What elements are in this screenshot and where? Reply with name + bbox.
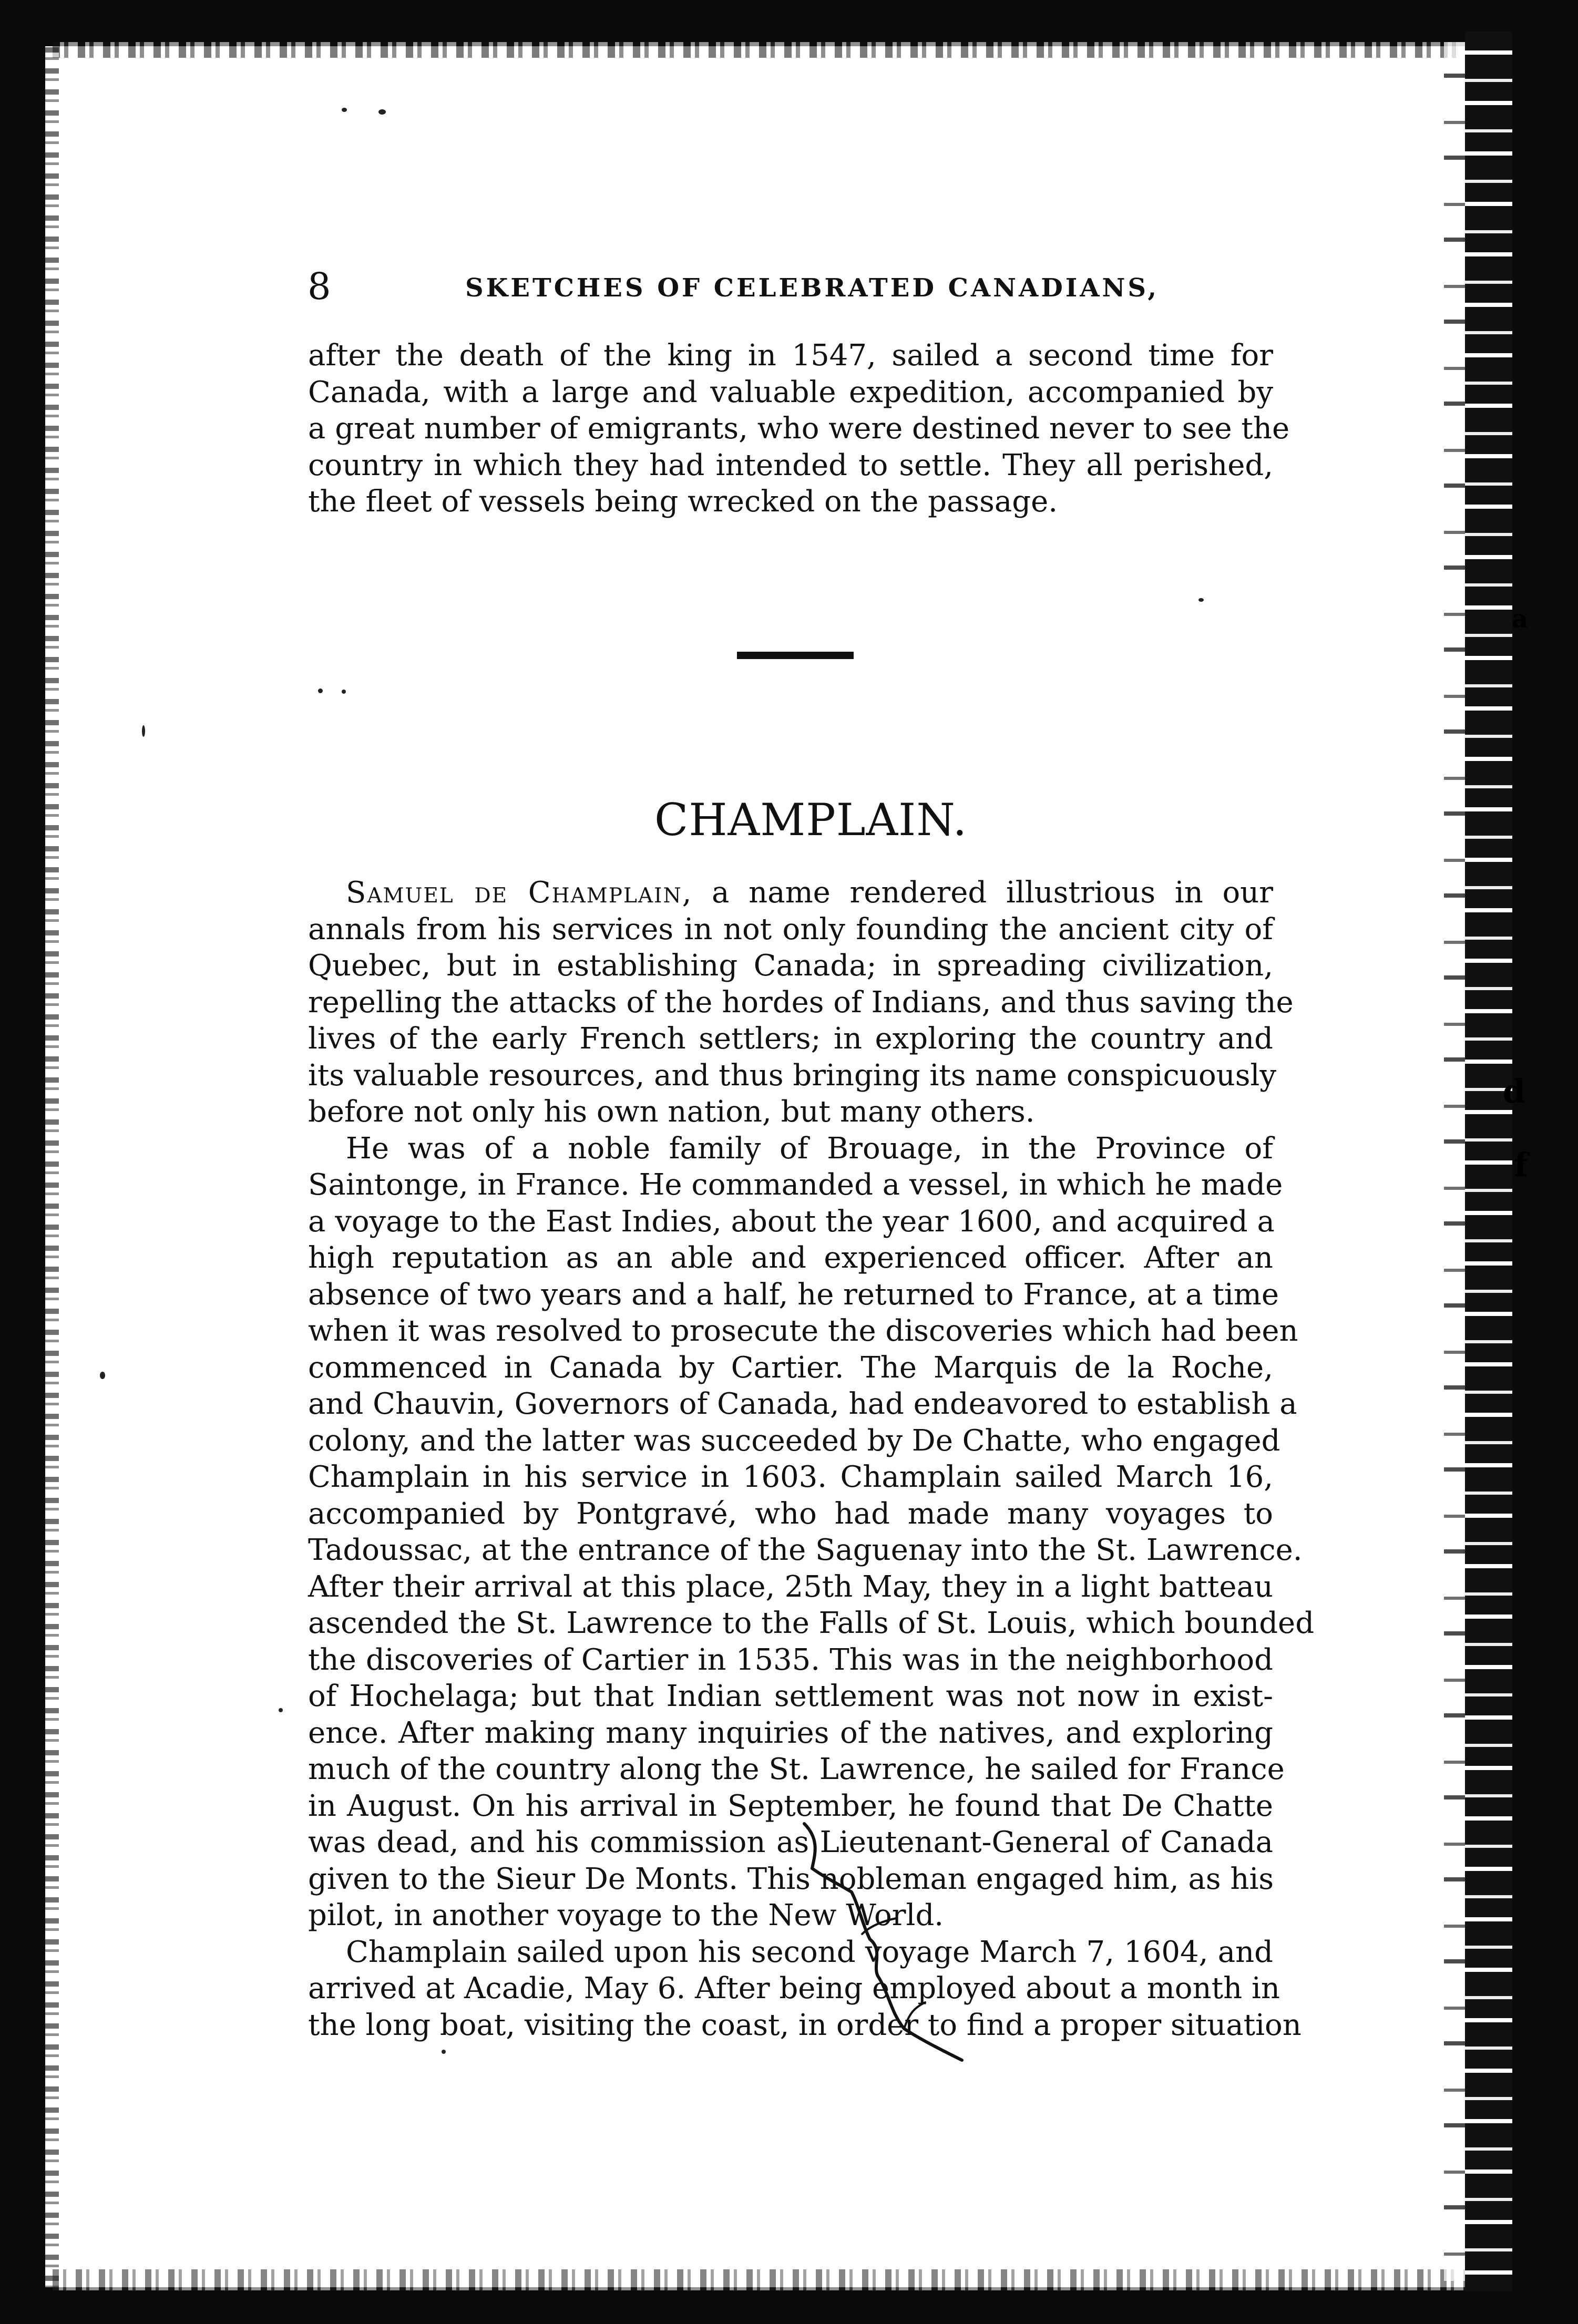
- scan-border-left: [0, 0, 45, 2324]
- text-line: and Chauvin, Governors of Canada, had endeavored to establish a: [308, 1387, 1297, 1421]
- page-number: 8: [308, 265, 331, 308]
- text-line: ence. After making many inquiries of the natives, and exploring: [308, 1715, 1273, 1750]
- text-line: a voyage to the East Indies, about the year 1600, and acquired a: [308, 1204, 1275, 1239]
- text-line: was dead, and his commission as Lieutenant-General of Canada: [308, 1825, 1273, 1859]
- text-line: a great number of emigrants, who were destined never to see the: [308, 412, 1290, 446]
- running-title: SKETCHES OF CELEBRATED CANADIANS,: [465, 273, 1160, 303]
- scan-speck: [442, 2050, 446, 2054]
- subject-name: Samuel de Champlain,: [346, 876, 693, 910]
- text-line: before not only his own nation, but many others.: [308, 1095, 1035, 1129]
- text-line: pilot, in another voyage to the New World.: [308, 1898, 944, 1932]
- text-line: in August. On his arrival in September, he found that De Chatte: [308, 1788, 1273, 1823]
- scan-speck: [342, 108, 347, 112]
- scan-speck: [142, 725, 145, 737]
- pen-mark-scribble: [783, 1818, 1057, 2071]
- scan-speck: [378, 109, 386, 115]
- text-line: country in which they had intended to settle. They all perished,: [308, 448, 1273, 482]
- scan-border-bottom: [0, 2287, 1578, 2324]
- text-line: when it was resolved to prosecute the discoveries which had been: [308, 1314, 1298, 1348]
- scan-speck: [318, 688, 323, 693]
- text-line: lives of the early French settlers; in exploring the country and: [308, 1022, 1273, 1056]
- text-line: accompanied by Pontgravé, who had made many voyages to: [308, 1496, 1273, 1531]
- text-line: the fleet of vessels being wrecked on the passage.: [308, 485, 1058, 519]
- text-line: Quebec, but in establishing Canada; in spreading civilization,: [308, 949, 1273, 983]
- scan-speck: [342, 690, 346, 694]
- text-line: Tadoussac, at the entrance of the Saguenay into the St. Lawrence.: [308, 1533, 1303, 1567]
- facing-page-edge: [1465, 32, 1512, 2291]
- scan-border-left-ragged: [45, 47, 59, 2307]
- text-line: Champlain in his service in 1603. Champlain sailed March 16,: [308, 1460, 1273, 1494]
- text-line: Saintonge, in France. He commanded a vessel, in which he made: [308, 1168, 1283, 1202]
- scan-border-top: [0, 0, 1578, 46]
- text-line: Canada, with a large and valuable expedition, accompanied by: [308, 375, 1273, 409]
- text-line: the discoveries of Cartier in 1535. This was in the neighborhood: [308, 1642, 1273, 1677]
- text-line: After their arrival at this place, 25th May, they in a light batteau: [308, 1569, 1273, 1604]
- text-line: much of the country along the St. Lawrence, he sailed for France: [308, 1752, 1285, 1786]
- text-line: He was of a noble family of Brouage, in the Province of: [346, 1131, 1273, 1166]
- text-line: annals from his services in not only founding the ancient city of: [308, 912, 1273, 947]
- section-divider: [737, 652, 854, 659]
- text-line: repelling the attacks of the hordes of Indians, and thus saving the: [308, 985, 1294, 1020]
- scan-border-bottom-ragged: [53, 2269, 1472, 2290]
- continuation-paragraph: [308, 337, 1290, 520]
- text-fragment: a name rendered illustrious in our: [692, 876, 1273, 910]
- text-line: arrived at Acadie, May 6. After being employed about a month in: [308, 1971, 1280, 2006]
- text-line: [308, 875, 1273, 911]
- scan-border-right-ragged: [1444, 42, 1465, 2281]
- scan-border-top-ragged: [53, 42, 1472, 58]
- text-line: the long boat, visiting the coast, in order to find a proper situation: [308, 2008, 1302, 2042]
- text-line: its valuable resources, and thus bringing its name conspicuously: [308, 1058, 1277, 1093]
- text-line: ascended the St. Lawrence to the Falls of St. Louis, which bounded: [308, 1606, 1315, 1640]
- scan-speck: [1198, 598, 1204, 602]
- text-line: after the death of the king in 1547, sailed a second time for: [308, 338, 1273, 373]
- text-line: given to the Sieur De Monts. This nobleman engaged him, as his: [308, 1862, 1274, 1896]
- text-line: high reputation as an able and experienced officer. After an: [308, 1241, 1273, 1275]
- scan-speck: [279, 1708, 283, 1712]
- running-head: [308, 263, 1275, 310]
- chapter-title: CHAMPLAIN.: [654, 794, 968, 846]
- facing-page-fragment: a: [1511, 604, 1528, 634]
- facing-page-fragment: f: [1514, 1146, 1528, 1184]
- scan-speck: [100, 1372, 105, 1379]
- text-line: absence of two years and a half, he returned to France, at a time: [308, 1277, 1279, 1312]
- text-line: colony, and the latter was succeeded by De Chatte, who engaged: [308, 1423, 1280, 1458]
- text-line: Champlain sailed upon his second voyage March 7, 1604, and: [346, 1935, 1273, 1969]
- text-line: of Hochelaga; but that Indian settlement was not now in exist-: [308, 1679, 1273, 1713]
- facing-page-fragment: d: [1502, 1072, 1525, 1110]
- text-line: commenced in Canada by Cartier. The Marquis de la Roche,: [308, 1350, 1273, 1385]
